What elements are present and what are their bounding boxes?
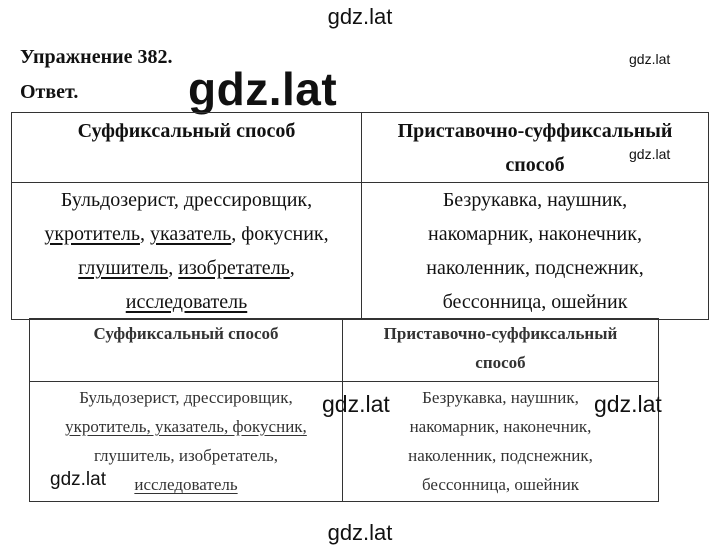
- exercise-title: Упражнение 382.: [20, 46, 173, 68]
- watermark-bottom: gdz.lat: [327, 520, 393, 545]
- watermark-large: gdz.lat: [188, 63, 338, 115]
- watermark-small-table: gdz.lat: [629, 146, 671, 162]
- table1-left-line-1: Бульдозерист, дрессировщик,: [60, 189, 313, 211]
- table1-suffix-words: [12, 183, 362, 320]
- watermark-mid-center: gdz.lat: [322, 391, 390, 417]
- table1-prefix-suffix-words: Безрукавка, наушник, накомарник, наконечник, наколенник, подснежник, бессонница, ошейник: [362, 183, 709, 320]
- watermark-mid-left: gdz.lat: [50, 469, 106, 490]
- table1-left-line-2: укротитель, указатель, фокусник,: [44, 223, 329, 245]
- table2-suffix-words: Бульдозерист, дрессировщик, укротитель, указатель, фокусник, глушитель, изобретатель, исследователь: [30, 382, 343, 502]
- table2-prefix-suffix-words: Безрукавка, наушник, накомарник, наконечник, наколенник, подснежник, бессонница, ошейник: [343, 382, 659, 502]
- table2-header-prefix-suffix: Приставочно-суффиксальный способ: [343, 319, 659, 382]
- table1-header-suffix: Суффиксальный способ: [12, 113, 362, 183]
- answer-label: Ответ.: [20, 81, 79, 103]
- table1-left-line-3: глушитель, изобретатель,: [78, 257, 295, 279]
- table1-header-prefix-suffix: Приставочно-суффиксальный способ: [362, 113, 709, 183]
- watermark-small-right: gdz.lat: [629, 51, 671, 67]
- answer-table-typed: [11, 112, 709, 320]
- watermark-mid-right: gdz.lat: [594, 391, 662, 417]
- watermark-top: gdz.lat: [327, 4, 393, 29]
- table1-left-line-4: исследователь: [125, 291, 248, 313]
- table2-header-suffix: Суффиксальный способ: [30, 319, 343, 382]
